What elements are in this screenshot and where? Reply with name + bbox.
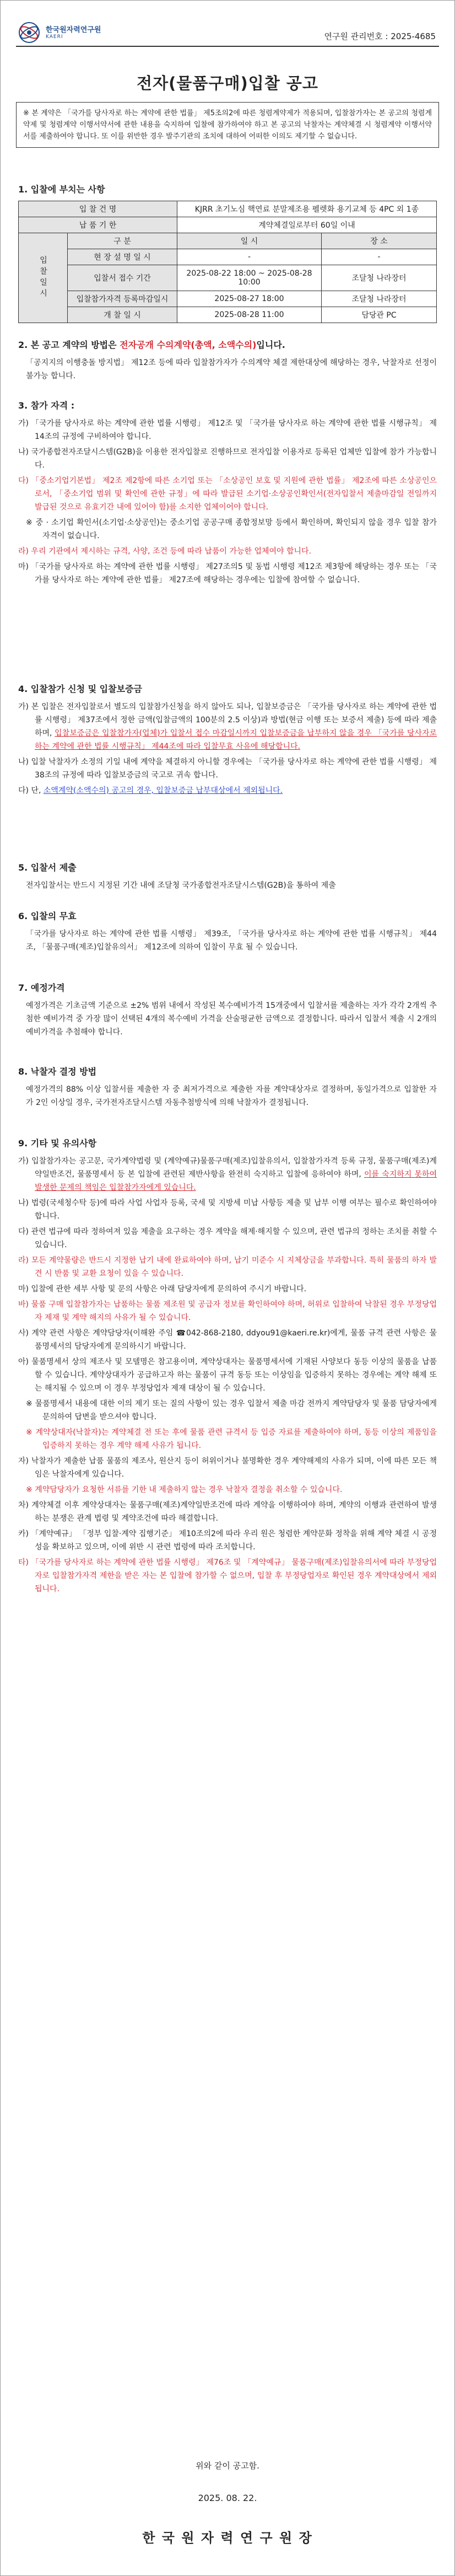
table-cell: 2025-08-22 18:00 ~ 2025-08-28 10:00 — [177, 265, 322, 291]
section-8-heading: 8. 낙찰자 결정 방법 — [18, 1066, 97, 1077]
schedule-group-label: 입찰일시 — [19, 233, 68, 323]
notice-b: 나) 법령(국세청수탁 등)에 따라 사업 사업자 등록, 국세 및 지방세 미납 사항등 제출 및 납부 이행 여부는 필수로 확인하여야 합니다. — [18, 1199, 437, 1221]
table-cell: - — [177, 249, 322, 265]
table-cell: 담당관 PC — [322, 307, 437, 323]
section-5 — [18, 861, 437, 894]
row-label: 입 찰 건 명 — [19, 201, 177, 217]
section-6-body: 「국가를 당사자로 하는 계약에 관한 법률 시행령」 제39조, 「국가를 당사자로 하는 계약에 관한 법률 시행규칙」 제44조, 「물품구매(제조)입찰유의서」 제12조에 의하여 입찰이 무효 될 수 있습니다. — [26, 930, 437, 952]
table-row — [19, 307, 437, 323]
footer-date: 2025. 08. 22. — [198, 2493, 257, 2503]
deposit-c-prefix: 다) 단, — [18, 786, 44, 795]
table-header: 일 시 — [177, 233, 322, 249]
document-header — [16, 19, 439, 47]
table-cell: 2025-08-27 18:00 — [177, 291, 322, 307]
section-7-heading: 7. 예정가격 — [18, 983, 65, 993]
doc-number: 연구원 관리번호 : 2025-4685 — [324, 31, 436, 41]
section-7 — [18, 981, 437, 1041]
notice-e: 마) 입찰에 관한 세부 사항 및 문의 사항은 아래 담당자에게 문의하여 주시기 바랍니다. — [18, 1285, 307, 1294]
section-2 — [18, 338, 437, 385]
notice-f: 바) 물품 구매 입찰참가자는 납품하는 물품 제조원 및 공급자 정보를 확인하여야 하며, 허위로 입찰하여 낙찰된 경우 부정당업자 제재 및 계약 해지의 사유가 될 수 있습니다. — [18, 1300, 437, 1322]
section-5-heading: 5. 입찰서 제출 — [18, 862, 77, 873]
section-1-heading: 1. 입찰에 부치는 사항 — [18, 184, 105, 195]
notice-g: 사) 계약 관련 사항은 계약담당자(이해완 주임 ☎042-868-2180, ddyou91@kaeri.re.kr)에게, 물품 규격 관련 사항은 물품명세서의 담당자에게 문의하시기 바랍니다. — [18, 1329, 437, 1351]
notice-a-warning: 이를 숙지하지 못하여 발생한 문제의 책임은 입찰참가자에게 있습니다. — [35, 1170, 437, 1192]
qualification-a: 가) 「국가를 당사자로 하는 계약에 관한 법률 시행령」 제12조 및 「국가를 당사자로 하는 계약에 관한 법률 시행규칙」 제14조의 규정에 구비하여야 합니다. — [18, 419, 437, 441]
notice-a-text: 가) 입찰참가자는 공고문, 국가계약법령 및 (계약예규)물품구매(제조)입찰유의서, 입찰참가자격 등록 규정, 물품구매(제조)계약일반조건, 물품명세서 등 본 입찰에 관련된 제반사항을 완전히 숙지하고 입찰에 응하여야 하며, — [18, 1157, 437, 1179]
deposit-c-exemption: 소액계약(소액수의) 공고의 경우, 입찰보증금 납부대상에서 제외됩니다. — [43, 786, 283, 795]
section-8-body: 예정가격의 88% 이상 입찰서를 제출한 자 중 최저가격으로 제출한 자를 계약대상자로 결정하며, 동일가격으로 입찰한 자가 2인 이상일 경우, 국가전자조달시스템 자동추첨방식에 의해 낙찰자가 결정됩니다. — [26, 1085, 437, 1107]
table-cell: 2025-08-28 11:00 — [177, 307, 322, 323]
section-2-heading — [18, 338, 437, 351]
section-3-heading: 3. 참가 자격 : — [18, 400, 75, 411]
deposit-a-warning: 입찰보증금은 입찰참가자(업체)가 입찰서 접수 마감일시까지 입찰보증금을 납부하지 않을 경우 「국가를 당사자로 하는 계약에 관한 법률 시행규칙」 제44조에 따라 입찰무효 사유에 해당합니다. — [35, 729, 437, 751]
deposit-a-text: 가) 본 입찰은 전자입찰로서 별도의 입찰참가신청을 하지 않아도 되나, 입찰보증금은 「국가를 당사자로 하는 계약에 관한 법률 시행령」 제37조에서 정한 금액(입찰금액의 100분의 2.5 이상)과 방법(현금 이행 또는 보증서 제출) 등에 따라 제출하며, — [18, 702, 437, 738]
table-cell: 입찰서 접수 기간 — [68, 265, 177, 291]
row-value: 계약체결일로부터 60일 이내 — [177, 217, 437, 233]
notice-k: 카) 「계약예규」 「정부 입찰·계약 집행기준」 제10조의2에 따라 우리 원은 청렴한 계약문화 정착을 위해 계약 체결 시 공정성을 확보하고 있으며, 이에 위반 시 관련 법령에 따라 조치합니다. — [18, 1530, 437, 1552]
qualification-c-note: ※ 중 · 소기업 확인서(소기업·소상공인)는 중소기업 공공구매 종합정보망 등에서 확인하며, 확인되지 않을 경우 입찰 참가 자격이 없습니다. — [26, 518, 437, 540]
table-cell: 현 장 설 명 일 시 — [68, 249, 177, 265]
bid-schedule-table — [18, 201, 437, 323]
qualification-c: 다) 「중소기업기본법」 제2조 제2항에 따른 소기업 또는 「소상공인 보호 및 지원에 관한 법률」 제2조에 따른 소상공인으로서, 「중소기업 범위 및 확인에 관한 규정」에 따라 발급된 소기업·소상공인확인서(전자입찰서 제출마감일 전일까지 발급된 것으로 유효기간 내에 있어야 함)를 소지한 업체이어야 합니다. — [18, 476, 437, 512]
section-7-body: 예정가격은 기초금액 기준으로 ±2% 범위 내에서 작성된 복수예비가격 15개중에서 입찰서를 제출하는 자가 각각 2개씩 추첨한 예비가격 중 가장 많이 선택된 4개의 복수예비 가격을 산술평균한 금액으로 결정합니다. 따라서 입찰서 제출 시 2개의 예비가격을 추첨해야 합니다. — [26, 1001, 437, 1037]
table-cell: - — [322, 249, 437, 265]
table-row — [19, 291, 437, 307]
section-4-heading: 4. 입찰참가 신청 및 입찰보증금 — [18, 684, 142, 694]
qualification-d: 라) 우리 기관에서 제시하는 규격, 사양, 조건 등에 따라 납품이 가능한 업체여야 합니다. — [18, 547, 312, 556]
section-1 — [18, 183, 437, 323]
deposit-b: 나) 입찰 낙찰자가 소정의 기일 내에 계약을 체결하지 아니할 경우에는 「국가를 당사자로 하는 계약에 관한 법률 시행령」 제38조의 규정에 따라 입찰보증금의 국고로 귀속 합니다. — [18, 758, 437, 780]
notice-a — [18, 1155, 437, 1194]
table-row — [19, 265, 437, 291]
notice-h-note: ※ 물품명세서 내용에 대한 이의 제기 또는 질의 사항이 있는 경우 입찰서 제출 마감 전까지 계약담당자 및 물품 담당자에게 문의하여 답변을 받으셔야 합니다. — [26, 1399, 437, 1421]
table-cell: 조달청 나라장터 — [322, 265, 437, 291]
row-value: KJRR 초기노심 핵연료 분말제조용 펠렛화 용기교체 등 4PC 외 1종 — [177, 201, 437, 217]
section-8 — [18, 1065, 437, 1112]
org-name: 한국원자력연구원 — [46, 26, 101, 34]
integrity-notice: ※ 본 계약은 「국가를 당사자로 하는 계약에 관한 법률」 제5조의2에 따른 청렴계약제가 적용되며, 입찰참가자는 본 공고의 청렴계약제 및 청렴계약 이행서약서에 관한 내용을 숙지하여 입찰에 참가하여야 하고 본 공고의 낙찰자는 계약체결 시 청렴계약 이행서약서를 제출하여야 합니다. 또 이를 위반한 경우 발주기관의 조치에 대하여 어떠한 이의도 제기할 수 없습니다. — [16, 102, 439, 148]
table-header: 장 소 — [322, 233, 437, 249]
kaeri-logo-icon — [18, 22, 40, 44]
section-6 — [18, 909, 437, 956]
section-6-heading: 6. 입찰의 무효 — [18, 911, 77, 921]
deposit-c — [18, 784, 437, 797]
notice-l: 타) 「국가를 당사자로 하는 계약에 관한 법률 시행령」 제76조 및 「계약예규」 물품구매(제조)입찰유의서에 따라 부정당업자로 입찰참가자격 제한을 받은 자는 본 입찰에 참가할 수 없으며, 입찰 후 부정당업자로 확인된 경우 계약대상에서 제외됩니다. — [18, 1558, 437, 1593]
section-9-heading: 9. 기타 및 유의사항 — [18, 1138, 97, 1149]
table-cell: 입찰참가자격 등록마감일시 — [68, 291, 177, 307]
table-row — [19, 249, 437, 265]
notice-j: 차) 계약체결 이후 계약상대자는 물품구매(제조)계약일반조건에 따라 계약을 이행하여야 하며, 계약의 이행과 관련하여 발생하는 분쟁은 관계 법령 및 계약조건에 따라 해결합니다. — [18, 1501, 437, 1523]
section-4 — [18, 682, 437, 799]
table-cell: 개 찰 일 시 — [68, 307, 177, 323]
issuer-signature: 한 국 원 자 력 연 구 원 장 — [142, 2530, 313, 2546]
org-eng: KAERI — [46, 34, 63, 40]
notice-h-warning: ※ 계약상대자(낙찰자)는 계약체결 전 또는 후에 물품 관련 규격서 등 입증 자료를 제출하여야 하며, 동등 이상의 제품임을 입증하지 못하는 경우 계약 해제 사유가 됩니다. — [26, 1428, 437, 1450]
section-2-body: 「공지지의 이행충돌 방지법」 제12조 등에 따라 입찰참가자가 수의계약 체결 제한대상에 해당하는 경우, 낙찰자로 선정이 불가능 합니다. — [26, 358, 437, 380]
qualification-b: 나) 국가종합전자조달시스템(G2B)을 이용한 전자입찰로 진행하므로 전자입찰 이용자로 등록된 업체만 입찰에 참가 가능합니다. — [18, 448, 437, 470]
footer-statement: 위와 같이 공고함. — [196, 2461, 259, 2471]
page-title: 전자(물품구매)입찰 공고 — [137, 74, 318, 93]
notice-i: 자) 낙찰자가 제출한 납품 물품의 제조사, 원산지 등이 허위이거나 불명확한 경우 계약해제의 사유가 되며, 이에 따른 모든 책임은 낙찰자에게 있습니다. — [18, 1457, 437, 1479]
notice-i-warning: ※ 계약담당자가 요청한 서류를 기한 내 제출하지 않는 경우 낙찰자 결정을 취소할 수 있습니다. — [26, 1485, 343, 1494]
qualification-e: 마) 「국가를 당사자로 하는 계약에 관한 법률 시행령」 제27조의5 및 동법 시행령 제12조 제3항에 해당하는 경우 또는 「국가를 당사자로 하는 계약에 관한 법률」 제27조에 해당하는 경우에는 입찰에 참여할 수 없습니다. — [18, 562, 437, 584]
section-2-heading-suffix: 입니다. — [256, 340, 285, 350]
notice-h: 아) 물품명세서 상의 제조사 및 모델명은 참고용이며, 계약상대자는 물품명세서에 기재된 사양보다 동등 이상의 물품을 납품할 수 있습니다. 계약상대자가 공급하고자 하는 물품이 규격 동등 또는 이상임을 입증하지 못하는 경우에는 계약 해제 또는 해지될 수 있으며 이 경우 부정당업자 제재 대상이 될 수 있습니다. — [18, 1357, 437, 1393]
deposit-a — [18, 700, 437, 753]
section-2-heading-prefix: 2. 본 공고 계약의 방법은 — [18, 340, 120, 350]
table-header: 구 분 — [68, 233, 177, 249]
section-9 — [18, 1136, 437, 1598]
table-cell: 조달청 나라장터 — [322, 291, 437, 307]
contract-method-highlight: 전자공개 수의계약(총액, 소액수의) — [120, 340, 257, 350]
notice-c: 다) 관련 법규에 따라 정하여져 있음 제출을 요구하는 경우 계약을 해제·해지할 수 있으며, 관련 법규의 정하는 조치를 취할 수 있습니다. — [18, 1227, 437, 1249]
section-3 — [18, 399, 437, 589]
row-label: 납 품 기 한 — [19, 217, 177, 233]
section-5-body: 전자입찰서는 반드시 지정된 기간 내에 조달청 국가종합전자조달시스템(G2B)을 통하여 제출 — [26, 881, 336, 890]
notice-d: 라) 모든 계약물량은 반드시 지정한 납기 내에 완료하여야 하며, 납기 미준수 시 지체상금을 부과합니다. 특히 물품의 하자 발견 시 반품 및 교환 요청이 있을 수 있습니다. — [18, 1256, 437, 1278]
